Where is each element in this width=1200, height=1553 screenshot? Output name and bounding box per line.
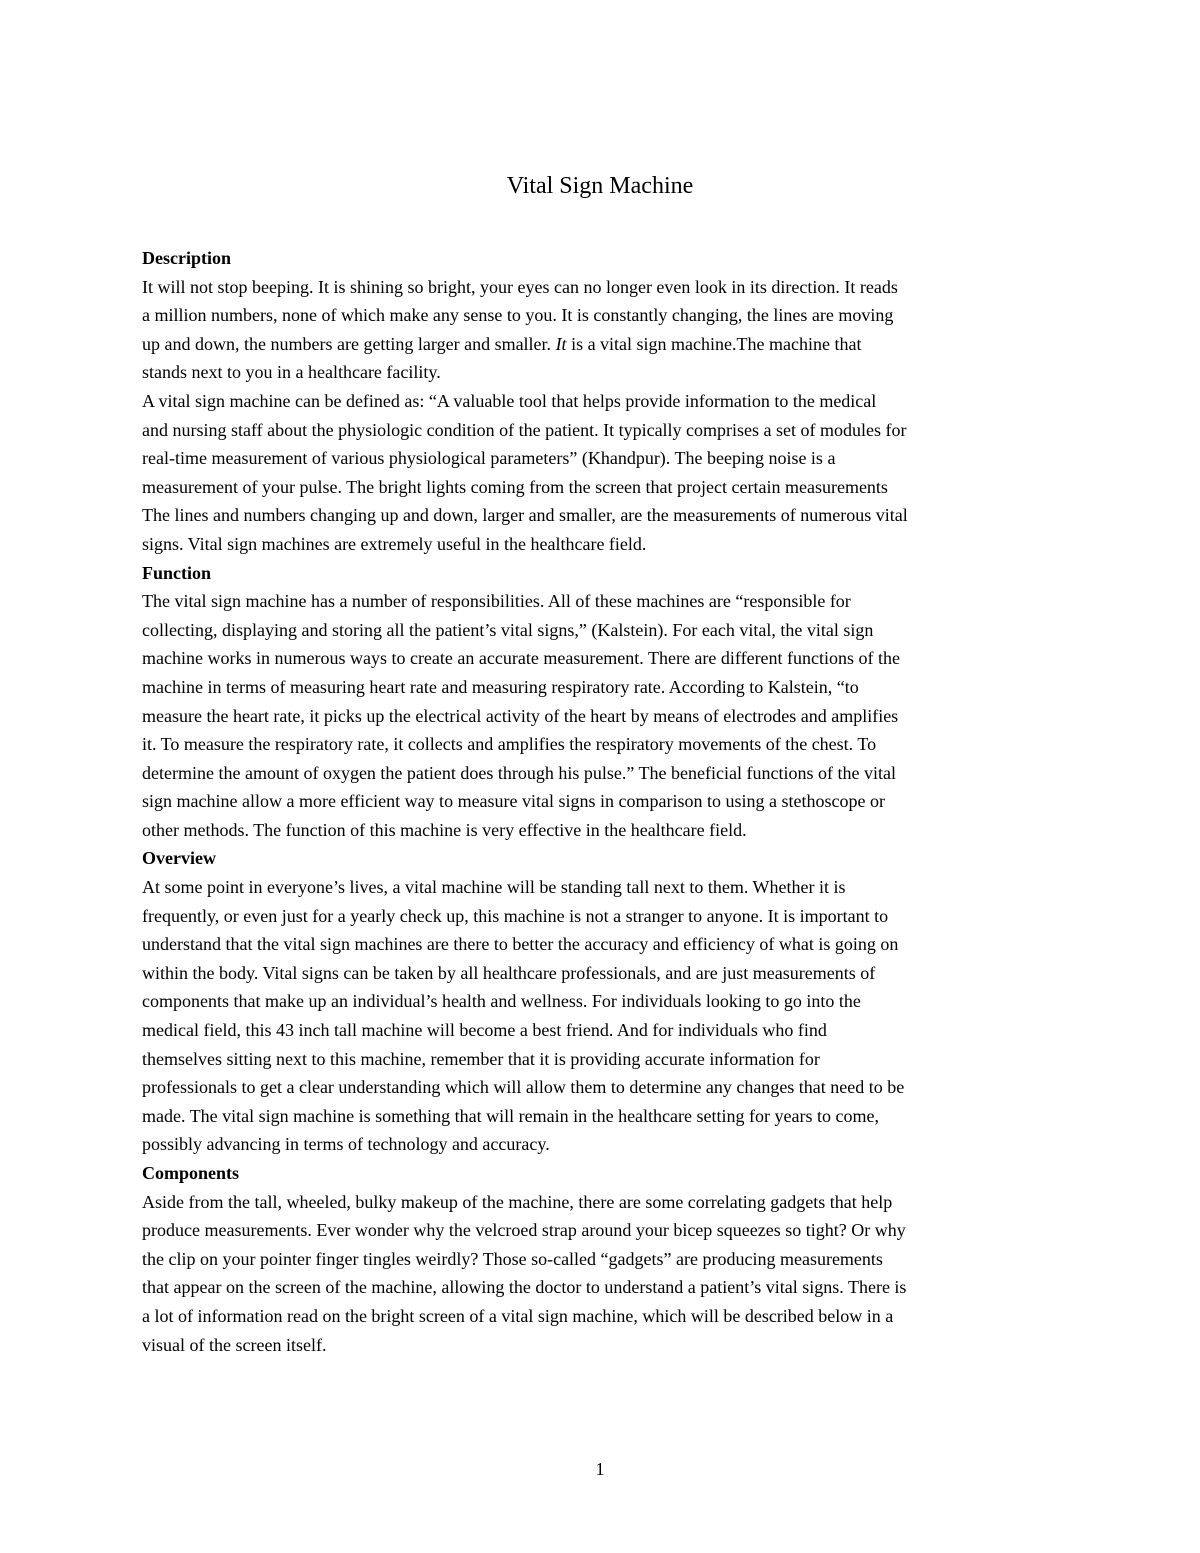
body-line: frequently, or even just for a yearly check up, this machine is not a stranger to anyone. It is important to [142,905,889,926]
page-number: 1 [595,1459,605,1479]
body-line: a lot of information read on the bright screen of a vital sign machine, which will be described below in a [142,1305,894,1326]
body-line: The vital sign machine has a number of responsibilities. All of these machines are “responsible for [142,591,851,612]
body-line: visual of the screen itself. [142,1334,327,1355]
body-line [142,330,1072,359]
body-line: real-time measurement of various physiological parameters” (Khandpur). The beeping noise is a [142,448,836,469]
body-line: themselves sitting next to this machine, remember that it is providing accurate information for [142,1048,820,1069]
body-line: components that make up an individual’s health and wellness. For individuals looking to go into the [142,991,861,1012]
document-body [142,244,1072,1359]
body-line: machine in terms of measuring heart rate and measuring respiratory rate. According to Kalstein, “to [142,676,859,697]
body-line: Aside from the tall, wheeled, bulky makeup of the machine, there are some correlating gadgets that help [142,1191,893,1212]
body-line: professionals to get a clear understanding which will allow them to determine any changes that need to be [142,1077,905,1098]
body-line: and nursing staff about the physiologic condition of the patient. It typically comprises a set of modules for [142,419,907,440]
section-heading: Description [142,248,231,268]
section-heading: Function [142,562,212,583]
body-line: the clip on your pointer finger tingles weirdly? Those so-called “gadgets” are producing measurements [142,1248,883,1269]
body-line: possibly advancing in terms of technology and accuracy. [142,1134,550,1155]
body-line: that appear on the screen of the machine, allowing the doctor to understand a patient’s vital signs. There is [142,1277,907,1298]
body-line: within the body. Vital signs can be taken by all healthcare professionals, and are just measurements of [142,962,876,983]
body-line: machine works in numerous ways to create an accurate measurement. There are different functions of the [142,648,901,669]
body-line: determine the amount of oxygen the patient does through his pulse.” The beneficial functions of the vital [142,762,896,783]
body-line: understand that the vital sign machines are there to better the accuracy and efficiency of what is going on [142,934,899,955]
body-line: other methods. The function of this machine is very effective in the healthcare field. [142,819,747,840]
body-line: At some point in everyone’s lives, a vital machine will be standing tall next to them. Whether it is [142,877,846,898]
section-heading: Overview [142,848,216,869]
body-line: stands next to you in a healthcare facility. [142,362,441,383]
italic-text: It [555,333,567,354]
text-run: up and down, the numbers are getting larger and smaller. [142,333,556,354]
document-title: Vital Sign Machine [506,173,694,199]
body-line: A vital sign machine can be defined as: “A valuable tool that helps provide information to the medical [142,390,877,411]
body-line: measurement of your pulse. The bright lights coming from the screen that project certain measurements [142,476,888,497]
body-line: it. To measure the respiratory rate, it collects and amplifies the respiratory movements of the chest. To [142,734,877,755]
body-line: signs. Vital sign machines are extremely useful in the healthcare field. [142,533,647,554]
body-line: made. The vital sign machine is something that will remain in the healthcare setting for years to come, [142,1105,879,1126]
body-line: It will not stop beeping. It is shining so bright, your eyes can no longer even look in its direction. It reads [142,276,898,297]
body-line: produce measurements. Ever wonder why the velcroed strap around your bicep squeezes so tight? Or why [142,1220,906,1241]
body-line: medical field, this 43 inch tall machine will become a best friend. And for individuals who find [142,1020,827,1041]
text-run: is a vital sign machine.The machine that [566,333,862,354]
body-line: sign machine allow a more efficient way to measure vital signs in comparison to using a stethoscope or [142,791,885,812]
body-line: measure the heart rate, it picks up the electrical activity of the heart by means of electrodes and amplifies [142,705,899,726]
body-line: collecting, displaying and storing all the patient’s vital signs,” (Kalstein). For each vital, the vital sign [142,619,874,640]
section-heading: Components [142,1163,240,1183]
body-line: a million numbers, none of which make any sense to you. It is constantly changing, the lines are moving [142,305,894,326]
body-line: The lines and numbers changing up and down, larger and smaller, are the measurements of numerous vital [142,505,908,526]
